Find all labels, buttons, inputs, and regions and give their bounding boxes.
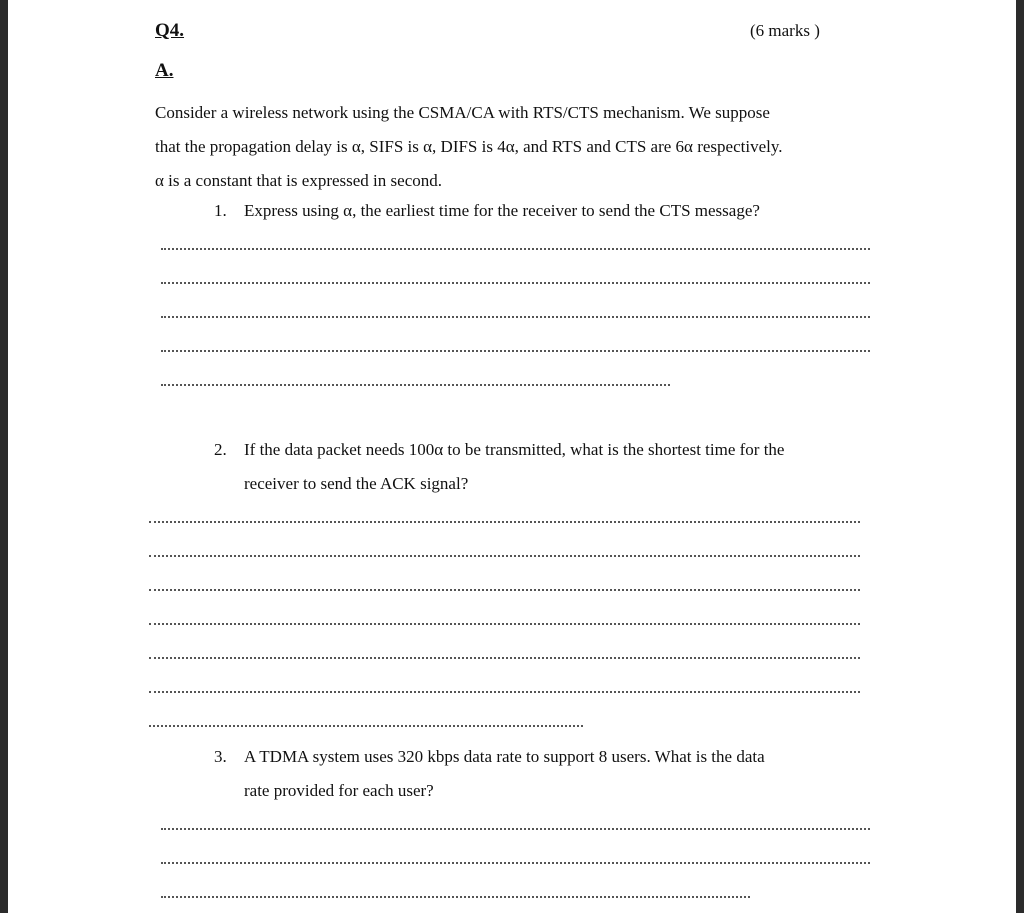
answer-line[interactable] bbox=[149, 623, 860, 625]
item-2-text: If the data packet needs 100α to be transmitted, what is the shortest time for the bbox=[244, 440, 785, 459]
answer-line[interactable] bbox=[161, 316, 870, 318]
item-2-text-cont: receiver to send the ACK signal? bbox=[244, 474, 469, 493]
item-1-number: 1. bbox=[214, 201, 227, 220]
answer-line[interactable] bbox=[161, 282, 870, 284]
answer-line[interactable] bbox=[149, 657, 860, 659]
section-label: A. bbox=[155, 60, 174, 81]
answer-line[interactable] bbox=[149, 555, 860, 557]
answer-line[interactable] bbox=[161, 248, 870, 250]
answer-line[interactable] bbox=[161, 828, 870, 830]
answer-line[interactable] bbox=[149, 725, 583, 727]
marks-label: (6 marks ) bbox=[750, 21, 820, 40]
answer-line[interactable] bbox=[161, 862, 870, 864]
item-3-number: 3. bbox=[214, 747, 227, 766]
answer-line[interactable] bbox=[149, 589, 860, 591]
item-3-text-cont: rate provided for each user? bbox=[244, 781, 434, 800]
intro-paragraph bbox=[155, 96, 875, 198]
intro-line: α is a constant that is expressed in second. bbox=[155, 171, 442, 190]
intro-line: Consider a wireless network using the CSMA/CA with RTS/CTS mechanism. We suppose bbox=[155, 103, 770, 122]
intro-line: that the propagation delay is α, SIFS is α, DIFS is 4α, and RTS and CTS are 6α respectively. bbox=[155, 137, 783, 156]
answer-line[interactable] bbox=[161, 896, 750, 898]
answer-line[interactable] bbox=[161, 350, 870, 352]
item-2-number: 2. bbox=[214, 440, 227, 459]
answer-line[interactable] bbox=[161, 384, 670, 386]
item-3-text: A TDMA system uses 320 kbps data rate to support 8 users. What is the data bbox=[244, 747, 765, 766]
answer-line[interactable] bbox=[149, 691, 860, 693]
answer-line[interactable] bbox=[149, 521, 860, 523]
item-1-text: Express using α, the earliest time for the receiver to send the CTS message? bbox=[244, 201, 760, 220]
exam-page bbox=[8, 0, 1016, 913]
question-number: Q4. bbox=[155, 20, 185, 41]
